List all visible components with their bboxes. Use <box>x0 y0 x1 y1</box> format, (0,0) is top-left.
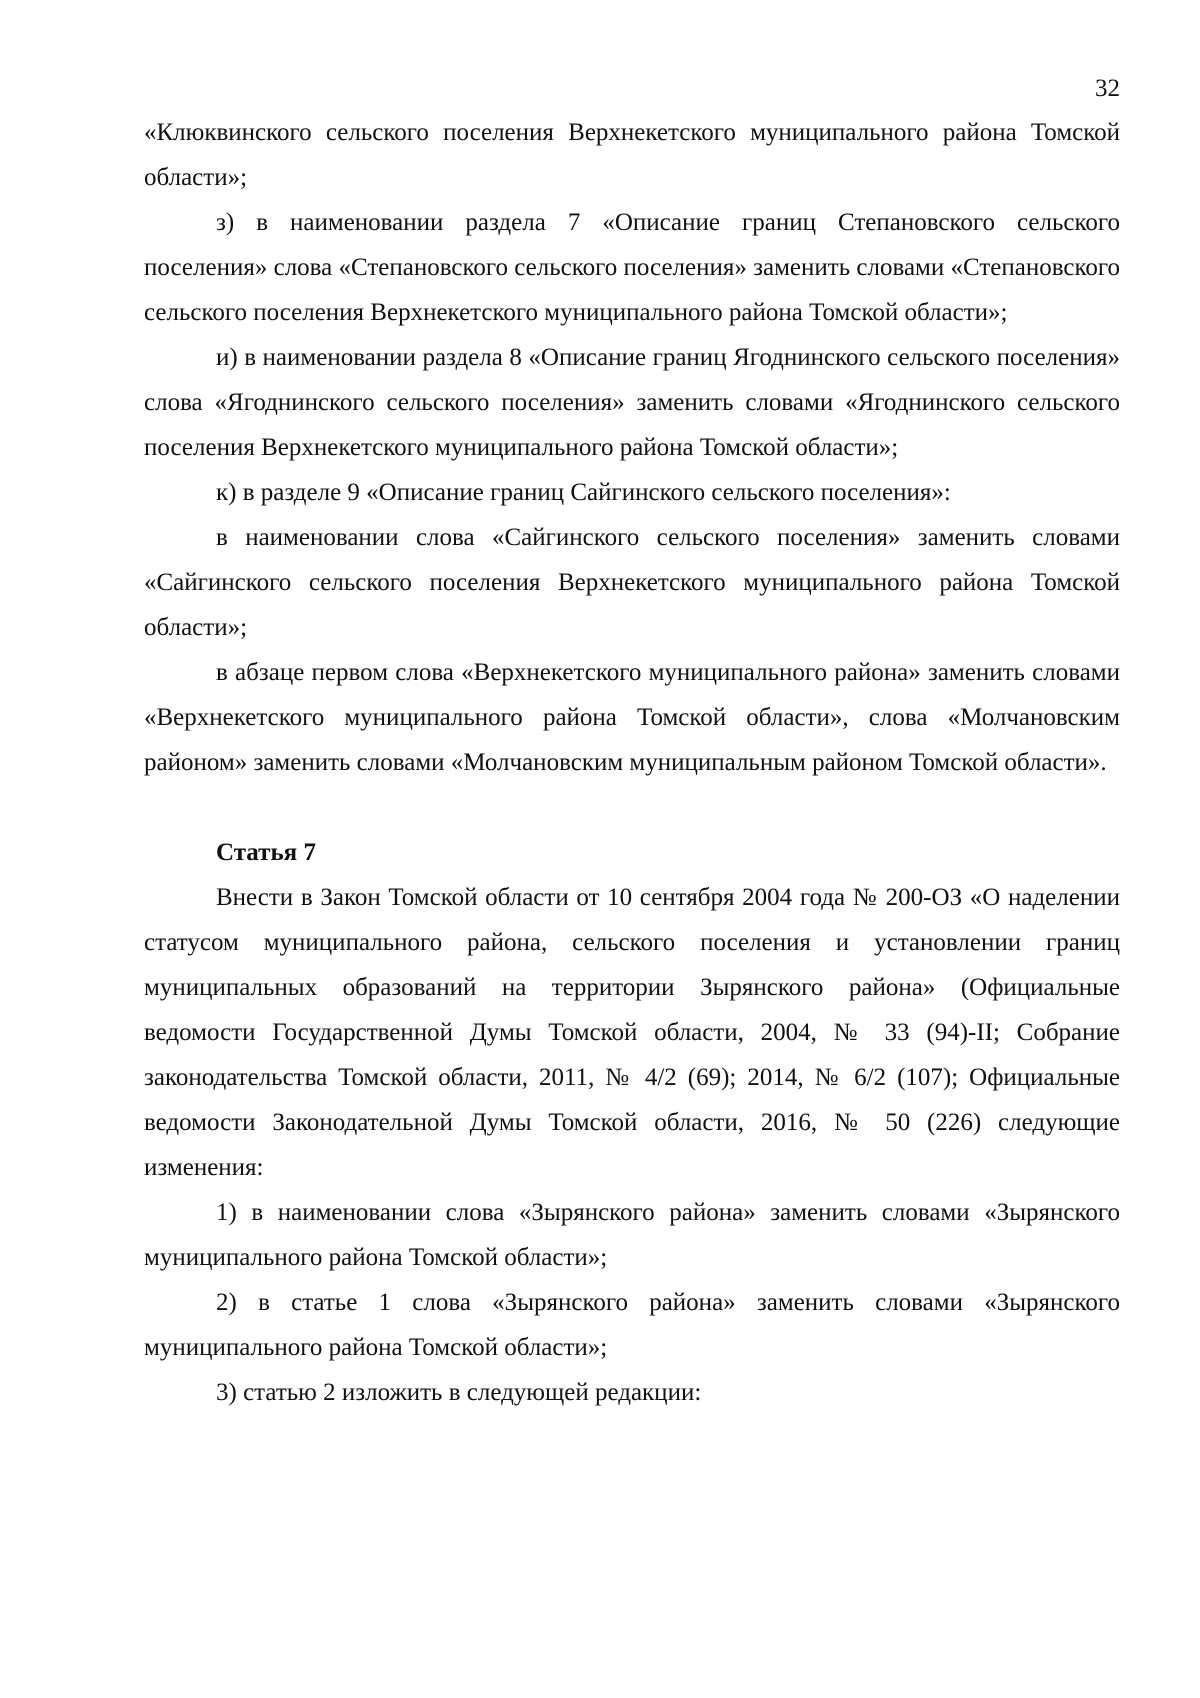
paragraph: 1) в наименовании слова «Зырянского района» заменить словами «Зырянского муниципального района Томской области»; <box>144 1199 1120 1271</box>
paragraph: 3) статью 2 изложить в следующей редакции: <box>216 1379 702 1406</box>
page-number: 32 <box>1095 75 1120 102</box>
paragraph: к) в разделе 9 «Описание границ Сайгинского сельского поселения»: <box>216 479 951 506</box>
article-heading: Статья 7 <box>216 839 316 866</box>
paragraph: «Клюквинского сельского поселения Верхнекетского муниципального района Томской области»; <box>144 119 1120 191</box>
paragraph: 2) в статье 1 слова «Зырянского района» заменить словами «Зырянского муниципального района Томской области»; <box>144 1289 1120 1361</box>
document-body <box>144 110 1120 1415</box>
paragraph: и) в наименовании раздела 8 «Описание границ Ягоднинского сельского поселения» слова «Ягоднинского сельского поселения» заменить словами «Ягоднинского сельского поселения Верхнекетского муниципального района Томской области»; <box>144 344 1120 461</box>
paragraph: в абзаце первом слова «Верхнекетского муниципального района» заменить словами «Верхнекетского муниципального района Томской области», слова «Молчановским районом» заменить словами «Молчановским муниципальным районом Томской области». <box>144 659 1120 776</box>
paragraph: в наименовании слова «Сайгинского сельского поселения» заменить словами «Сайгинского сельского поселения Верхнекетского муниципального района Томской области»; <box>144 524 1120 641</box>
paragraph: Внести в Закон Томской области от 10 сентября 2004 года № 200-ОЗ «О наделении статусом муниципального района, сельского поселения и установлении границ муниципальных образований на территории Зырянского района» (Официальные ведомости Государственной Думы Томской области, 2004, № 33 (94)-II; Собрание законодательства Томской области, 2011, № 4/2 (69); 2014, № 6/2 (107); Официальные ведомости Законодательной Думы Томской области, 2016, № 50 (226) следующие изменения: <box>144 884 1120 1181</box>
paragraph: з) в наименовании раздела 7 «Описание границ Степановского сельского поселения» слова «Степановского сельского поселения» заменить словами «Степановского сельского поселения Верхнекетского муниципального района Томской области»; <box>144 209 1120 326</box>
